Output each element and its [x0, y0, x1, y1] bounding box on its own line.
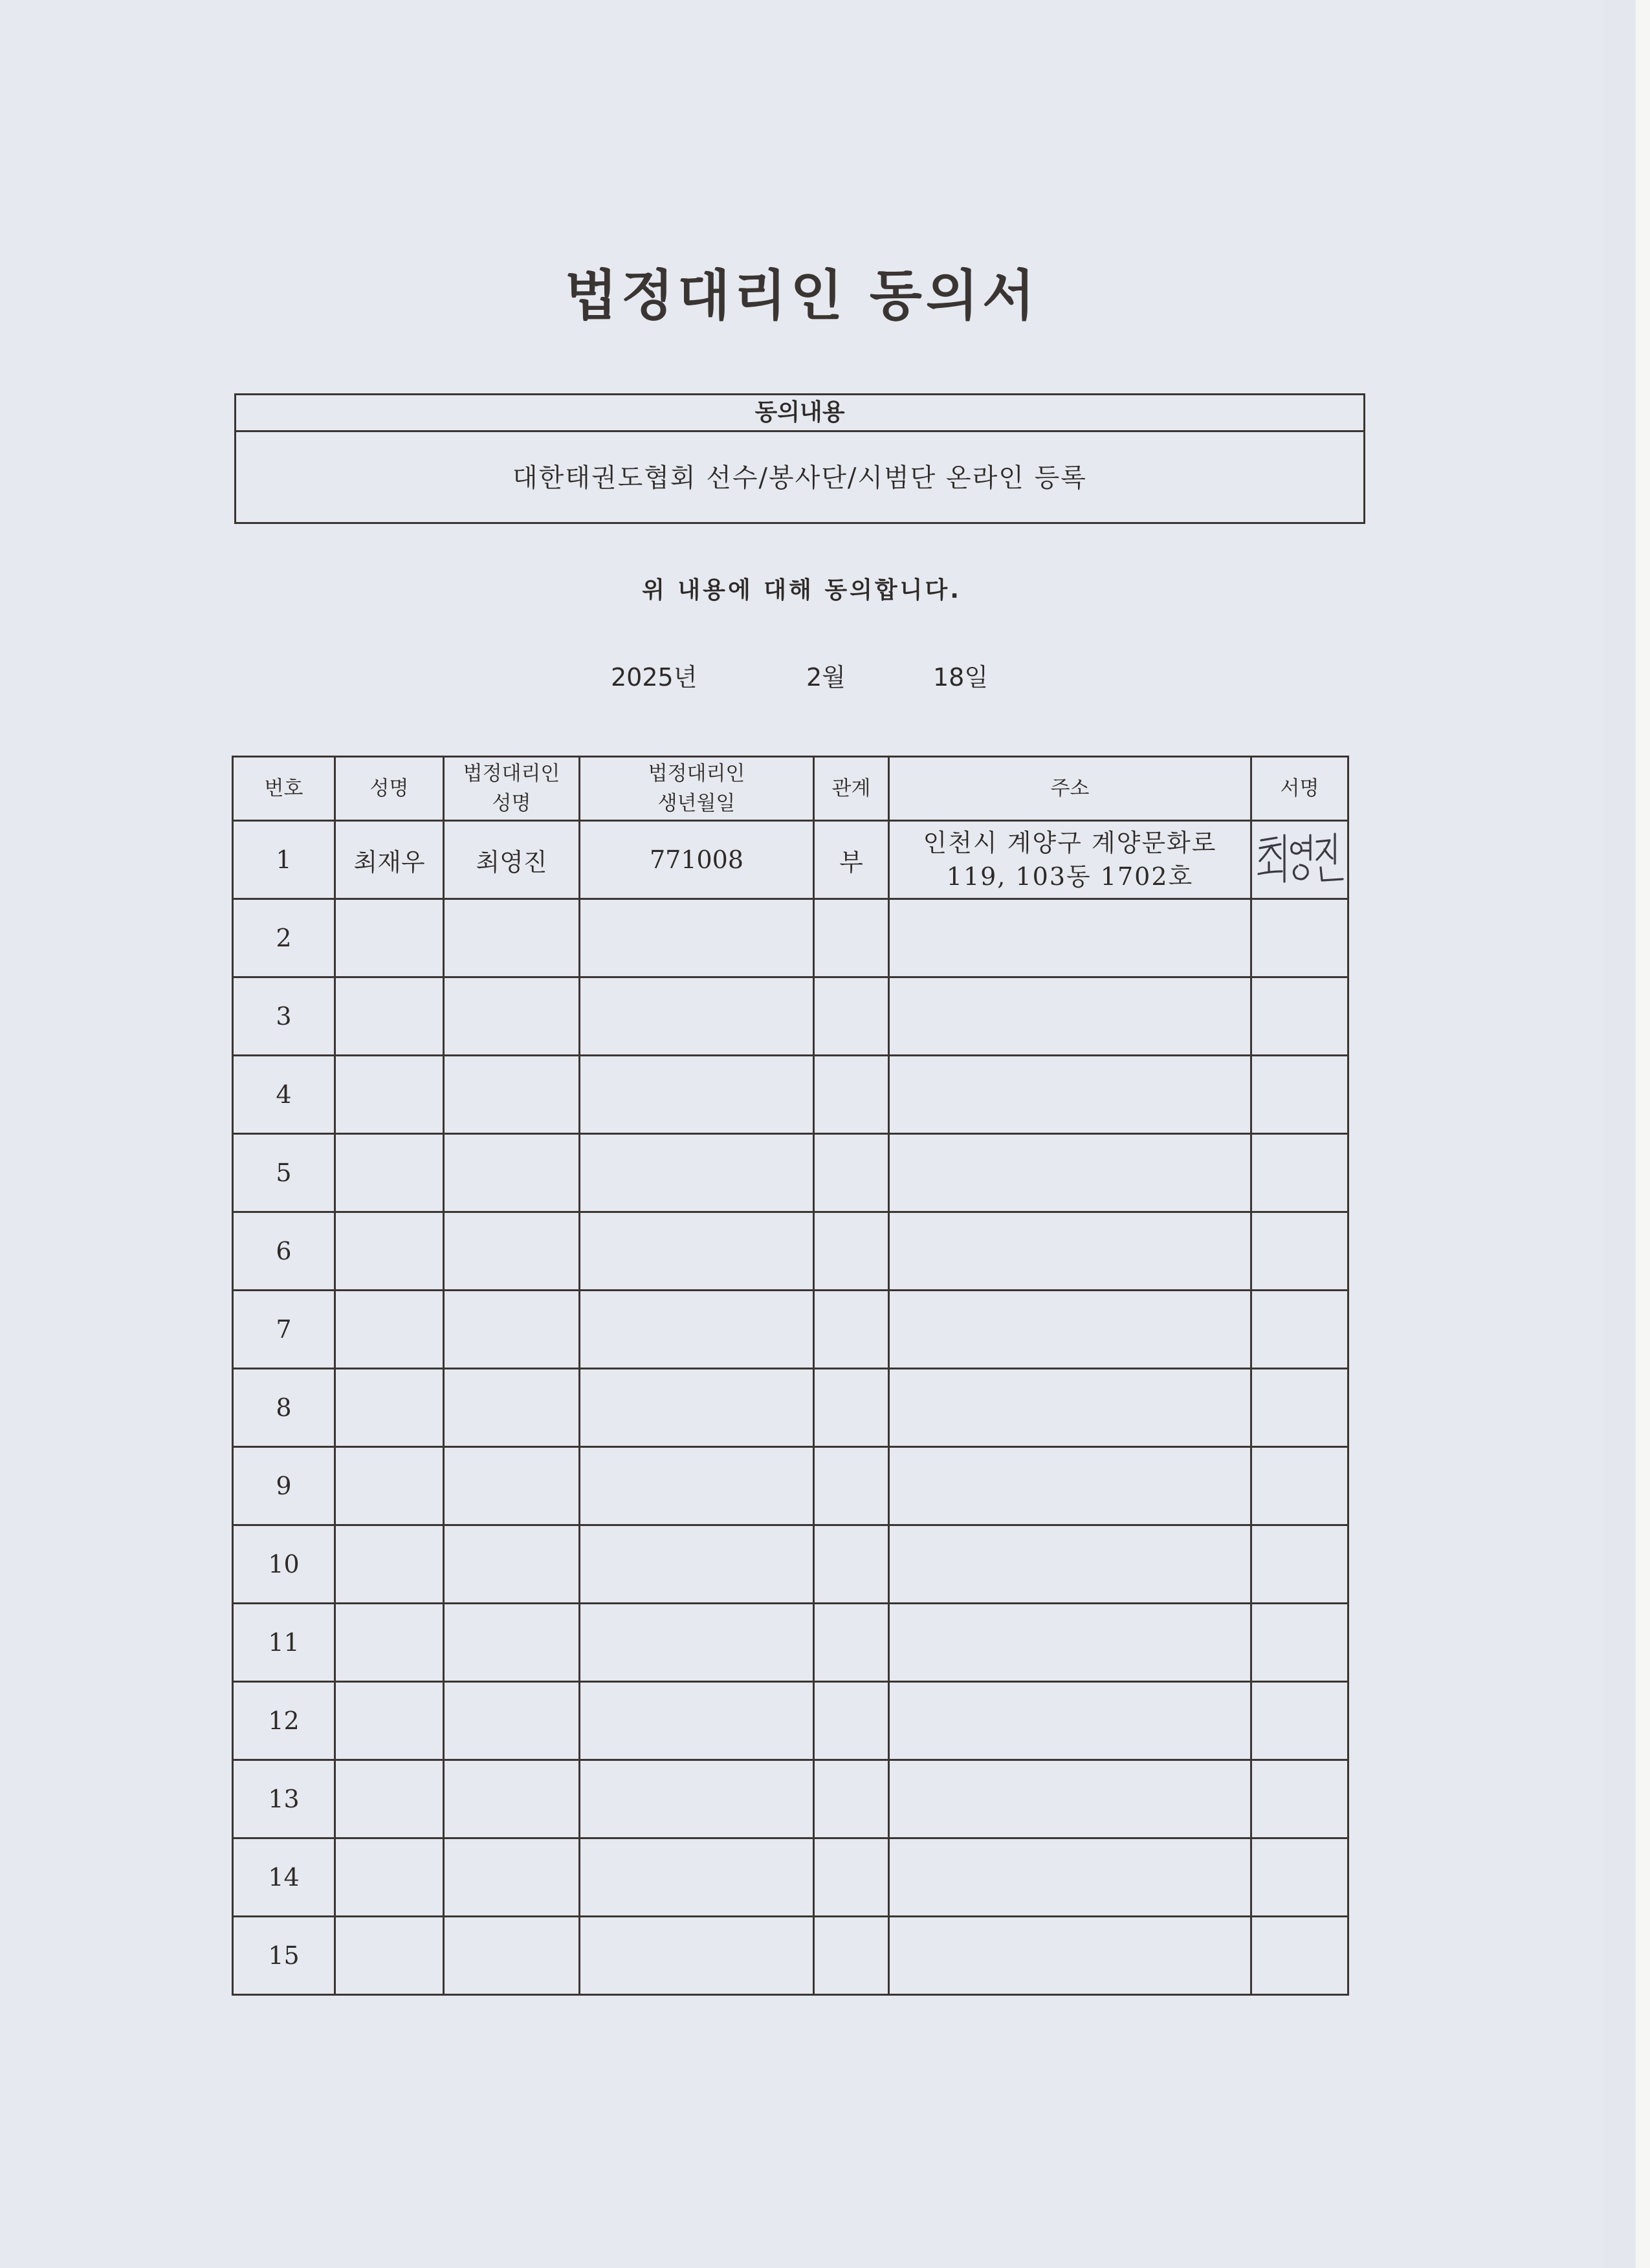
signature-icon	[1255, 826, 1345, 888]
relation[interactable]	[814, 1291, 889, 1369]
relation[interactable]	[814, 1838, 889, 1917]
guardian-birthdate[interactable]	[580, 1291, 814, 1369]
signature-cell[interactable]	[1251, 1212, 1348, 1291]
address[interactable]	[889, 1134, 1251, 1212]
address[interactable]	[889, 1604, 1251, 1682]
signature-cell[interactable]	[1251, 1917, 1348, 1995]
table-row	[233, 1917, 1348, 1995]
relation[interactable]	[814, 1682, 889, 1760]
relation[interactable]: 부	[814, 821, 889, 899]
relation[interactable]	[814, 1212, 889, 1291]
table-row	[233, 1682, 1348, 1760]
student-name[interactable]	[335, 1212, 444, 1291]
guardian-birthdate[interactable]	[580, 1134, 814, 1212]
student-name[interactable]	[335, 1917, 444, 1995]
date-year: 2025년	[611, 663, 698, 692]
student-name[interactable]	[335, 1760, 444, 1838]
address[interactable]	[889, 821, 1251, 899]
signature-cell[interactable]	[1251, 821, 1348, 899]
student-name[interactable]	[335, 1525, 444, 1604]
table-row	[233, 1604, 1348, 1682]
table-header-row	[233, 757, 1348, 821]
date-day: 18일	[933, 663, 989, 692]
signature-cell[interactable]	[1251, 1525, 1348, 1604]
address[interactable]	[889, 899, 1251, 977]
address[interactable]	[889, 977, 1251, 1056]
guardian-birthdate[interactable]	[580, 1682, 814, 1760]
consent-content: 대한태권도협회 선수/봉사단/시범단 온라인 등록	[512, 463, 1087, 493]
row-number: 7	[233, 1291, 335, 1369]
guardian-birthdate[interactable]	[580, 1604, 814, 1682]
table-row	[233, 821, 1348, 899]
address[interactable]	[889, 1917, 1251, 1995]
guardian-name[interactable]	[444, 1447, 580, 1525]
row-number: 14	[233, 1838, 335, 1917]
signature-cell[interactable]	[1251, 1056, 1348, 1134]
signature-cell[interactable]	[1251, 1291, 1348, 1369]
date-month: 2월	[806, 663, 846, 692]
relation[interactable]	[814, 1134, 889, 1212]
table-row	[233, 1525, 1348, 1604]
address[interactable]	[889, 1447, 1251, 1525]
signature-cell[interactable]	[1251, 899, 1348, 977]
agreement-statement: 위 내용에 대해 동의합니다.	[642, 577, 962, 604]
table-row	[233, 899, 1348, 977]
guardian-name[interactable]	[444, 1369, 580, 1447]
scan-edge	[1636, 0, 1650, 2268]
header-guardian-name-line1: 법정대리인	[463, 762, 560, 785]
relation[interactable]	[814, 1369, 889, 1447]
relation[interactable]	[814, 977, 889, 1056]
address-line2: 119, 103동 1702호	[946, 862, 1194, 891]
handwritten-signature	[1255, 826, 1345, 894]
student-name[interactable]	[335, 1838, 444, 1917]
header-guardian-birth	[580, 757, 814, 821]
signature-cell[interactable]	[1251, 1447, 1348, 1525]
row-number: 15	[233, 1917, 335, 1995]
row-number: 10	[233, 1525, 335, 1604]
header-relation: 관계	[814, 757, 889, 821]
row-number: 2	[233, 899, 335, 977]
row-number: 6	[233, 1212, 335, 1291]
consent-content-box	[234, 393, 1365, 524]
guardian-birthdate[interactable]	[580, 899, 814, 977]
signature-cell[interactable]	[1251, 1369, 1348, 1447]
student-name[interactable]	[335, 977, 444, 1056]
header-guardian-name-line2: 성명	[492, 792, 531, 815]
row-number: 11	[233, 1604, 335, 1682]
table-row	[233, 1760, 1348, 1838]
signature-cell[interactable]	[1251, 1604, 1348, 1682]
signature-cell[interactable]	[1251, 1134, 1348, 1212]
row-number: 5	[233, 1134, 335, 1212]
row-number: 8	[233, 1369, 335, 1447]
signature-cell[interactable]	[1251, 1682, 1348, 1760]
guardian-birthdate[interactable]	[580, 1056, 814, 1134]
guardian-name[interactable]	[444, 1917, 580, 1995]
guardian-name[interactable]	[444, 1134, 580, 1212]
guardian-name[interactable]	[444, 1682, 580, 1760]
address[interactable]	[889, 1056, 1251, 1134]
student-name[interactable]	[335, 1682, 444, 1760]
table-row	[233, 1838, 1348, 1917]
row-number: 1	[233, 821, 335, 899]
student-name[interactable]	[335, 1134, 444, 1212]
student-name[interactable]	[335, 1291, 444, 1369]
guardian-birthdate[interactable]	[580, 1447, 814, 1525]
guardian-name[interactable]: 최영진	[444, 821, 580, 899]
guardian-name[interactable]	[444, 1525, 580, 1604]
guardian-name[interactable]	[444, 1291, 580, 1369]
header-signature: 서명	[1251, 757, 1348, 821]
guardian-birthdate[interactable]	[580, 1760, 814, 1838]
guardian-name[interactable]	[444, 977, 580, 1056]
address-line1: 인천시 계양구 계양문화로	[923, 829, 1217, 857]
address[interactable]	[889, 1369, 1251, 1447]
guardian-birthdate[interactable]	[580, 977, 814, 1056]
row-number: 4	[233, 1056, 335, 1134]
table-row	[233, 977, 1348, 1056]
guardian-name[interactable]	[444, 899, 580, 977]
row-number: 12	[233, 1682, 335, 1760]
relation[interactable]	[814, 1760, 889, 1838]
relation[interactable]	[814, 1604, 889, 1682]
student-name[interactable]	[335, 1447, 444, 1525]
header-guardian-name	[444, 757, 580, 821]
guardian-birthdate[interactable]: 771008	[580, 821, 814, 899]
table-row	[233, 1291, 1348, 1369]
student-name[interactable]: 최재우	[335, 821, 444, 899]
guardian-birthdate[interactable]	[580, 1369, 814, 1447]
guardian-name[interactable]	[444, 1056, 580, 1134]
header-number: 번호	[233, 757, 335, 821]
relation[interactable]	[814, 899, 889, 977]
guardian-birthdate[interactable]	[580, 1917, 814, 1995]
table-row	[233, 1447, 1348, 1525]
row-number: 9	[233, 1447, 335, 1525]
relation[interactable]	[814, 1447, 889, 1525]
header-guardian-birth-line2: 생년월일	[657, 792, 736, 815]
address[interactable]	[889, 1682, 1251, 1760]
guardian-name[interactable]	[444, 1760, 580, 1838]
header-address: 주소	[889, 757, 1251, 821]
address[interactable]	[889, 1525, 1251, 1604]
student-name[interactable]	[335, 1369, 444, 1447]
address[interactable]	[889, 1760, 1251, 1838]
signature-cell[interactable]	[1251, 1838, 1348, 1917]
relation[interactable]	[814, 1917, 889, 1995]
table-row	[233, 1369, 1348, 1447]
table-row	[233, 1134, 1348, 1212]
signature-cell[interactable]	[1251, 1760, 1348, 1838]
student-name[interactable]	[335, 899, 444, 977]
student-name[interactable]	[335, 1604, 444, 1682]
row-number: 3	[233, 977, 335, 1056]
address[interactable]	[889, 1838, 1251, 1917]
relation[interactable]	[814, 1056, 889, 1134]
consent-header: 동의내용	[236, 395, 1363, 432]
address[interactable]	[889, 1212, 1251, 1291]
row-number: 13	[233, 1760, 335, 1838]
student-name[interactable]	[335, 1056, 444, 1134]
header-guardian-birth-line1: 법정대리인	[648, 762, 745, 785]
guardian-name[interactable]	[444, 1212, 580, 1291]
guardian-birthdate[interactable]	[580, 1212, 814, 1291]
guardian-table	[232, 756, 1349, 1996]
guardian-birthdate[interactable]	[580, 1525, 814, 1604]
guardian-name[interactable]	[444, 1838, 580, 1917]
header-name: 성명	[335, 757, 444, 821]
guardian-birthdate[interactable]	[580, 1838, 814, 1917]
table-row	[233, 1056, 1348, 1134]
guardian-name[interactable]	[444, 1604, 580, 1682]
signature-cell[interactable]	[1251, 977, 1348, 1056]
table-row	[233, 1212, 1348, 1291]
relation[interactable]	[814, 1525, 889, 1604]
address[interactable]	[889, 1291, 1251, 1369]
form-title: 법정대리인 동의서	[564, 263, 1039, 327]
